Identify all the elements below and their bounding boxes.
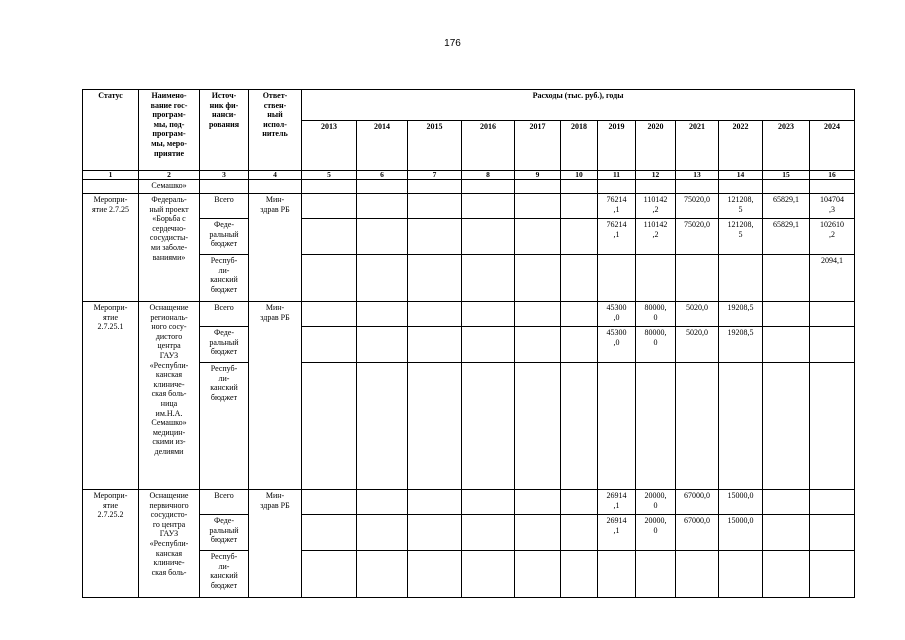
value-cell: 80000, 0 — [636, 327, 676, 363]
continuation-row — [83, 180, 855, 194]
column-number: 16 — [810, 171, 855, 180]
empty-cell — [249, 180, 302, 194]
value-cell — [676, 363, 719, 490]
value-cell — [561, 515, 598, 551]
value-cell — [302, 327, 357, 363]
value-cell — [763, 551, 810, 598]
table-body — [83, 180, 855, 598]
value-cell — [357, 515, 408, 551]
empty-cell — [763, 180, 810, 194]
header-year: 2019 — [598, 121, 636, 171]
value-cell — [515, 255, 561, 302]
empty-cell — [561, 180, 598, 194]
value-cell — [561, 327, 598, 363]
value-cell — [763, 490, 810, 515]
empty-cell — [676, 180, 719, 194]
value-cell — [408, 219, 462, 255]
executor-cell: Мин- здрав РБ — [249, 302, 302, 490]
value-cell — [515, 551, 561, 598]
value-cell — [763, 255, 810, 302]
value-cell — [302, 219, 357, 255]
header-year: 2022 — [719, 121, 763, 171]
value-cell — [462, 327, 515, 363]
column-number: 6 — [357, 171, 408, 180]
value-cell — [636, 363, 676, 490]
value-cell: 76214 ,1 — [598, 219, 636, 255]
header-year: 2014 — [357, 121, 408, 171]
value-cell: 19208,5 — [719, 327, 763, 363]
header-source: Источ- ник фи- нанси- рования — [200, 90, 249, 171]
value-cell: 65829,1 — [763, 194, 810, 219]
header-year: 2015 — [408, 121, 462, 171]
column-number: 4 — [249, 171, 302, 180]
value-cell: 75020,0 — [676, 219, 719, 255]
value-cell — [810, 327, 855, 363]
value-cell: 110142 ,2 — [636, 219, 676, 255]
header-year: 2013 — [302, 121, 357, 171]
value-cell: 26914 ,1 — [598, 515, 636, 551]
value-cell — [636, 255, 676, 302]
value-cell: 20000, 0 — [636, 490, 676, 515]
column-number: 3 — [200, 171, 249, 180]
column-number: 11 — [598, 171, 636, 180]
value-cell — [462, 255, 515, 302]
table-row — [83, 490, 855, 515]
value-cell: 26914 ,1 — [598, 490, 636, 515]
value-cell: 20000, 0 — [636, 515, 676, 551]
header-year: 2023 — [763, 121, 810, 171]
empty-cell — [408, 180, 462, 194]
value-cell: 65829,1 — [763, 219, 810, 255]
column-number: 9 — [515, 171, 561, 180]
value-cell — [462, 302, 515, 327]
value-cell — [676, 551, 719, 598]
column-number: 13 — [676, 171, 719, 180]
value-cell: 15000,0 — [719, 515, 763, 551]
value-cell: 102610 ,2 — [810, 219, 855, 255]
value-cell — [636, 551, 676, 598]
empty-cell — [810, 180, 855, 194]
value-cell — [302, 194, 357, 219]
empty-cell — [719, 180, 763, 194]
value-cell: 45300 ,0 — [598, 327, 636, 363]
value-cell: 75020,0 — [676, 194, 719, 219]
value-cell — [408, 490, 462, 515]
column-number-row — [83, 171, 855, 180]
value-cell: 2094,1 — [810, 255, 855, 302]
source-cell: Всего — [200, 302, 249, 327]
column-number: 8 — [462, 171, 515, 180]
value-cell — [408, 255, 462, 302]
value-cell: 19208,5 — [719, 302, 763, 327]
header-expenses: Расходы (тыс. руб.), годы — [302, 90, 855, 121]
header-year: 2016 — [462, 121, 515, 171]
status-cell: Меропри- ятие 2.7.25.2 — [83, 490, 139, 598]
value-cell — [515, 302, 561, 327]
value-cell — [462, 515, 515, 551]
executor-cell: Мин- здрав РБ — [249, 194, 302, 302]
value-cell — [302, 551, 357, 598]
value-cell — [408, 327, 462, 363]
value-cell: 110142 ,2 — [636, 194, 676, 219]
header-year: 2021 — [676, 121, 719, 171]
name-cell: Оснащение первичного сосудисто- го центра ГАУЗ «Республи- канская клиниче- ская боль- — [139, 490, 200, 598]
value-cell — [598, 363, 636, 490]
value-cell — [810, 515, 855, 551]
value-cell — [462, 551, 515, 598]
value-cell: 121208, 5 — [719, 194, 763, 219]
value-cell — [561, 363, 598, 490]
table-row — [83, 302, 855, 327]
value-cell — [302, 363, 357, 490]
value-cell — [408, 302, 462, 327]
value-cell — [302, 490, 357, 515]
value-cell — [462, 194, 515, 219]
empty-cell — [598, 180, 636, 194]
value-cell — [357, 302, 408, 327]
value-cell — [515, 363, 561, 490]
value-cell — [598, 255, 636, 302]
column-number: 5 — [302, 171, 357, 180]
source-cell: Феде- ральный бюджет — [200, 327, 249, 363]
value-cell — [515, 515, 561, 551]
value-cell — [810, 551, 855, 598]
header-year: 2024 — [810, 121, 855, 171]
value-cell: 15000,0 — [719, 490, 763, 515]
value-cell — [561, 551, 598, 598]
value-cell — [561, 490, 598, 515]
value-cell — [408, 551, 462, 598]
value-cell — [763, 363, 810, 490]
value-cell — [515, 327, 561, 363]
name-cell: Семашко» — [139, 180, 200, 194]
value-cell — [515, 490, 561, 515]
header-executor: Ответ- ствен- ный испол- нитель — [249, 90, 302, 171]
value-cell — [408, 363, 462, 490]
value-cell — [462, 219, 515, 255]
value-cell — [719, 255, 763, 302]
value-cell: 45300 ,0 — [598, 302, 636, 327]
page-number: 176 — [444, 38, 461, 49]
value-cell: 67000,0 — [676, 490, 719, 515]
column-number: 2 — [139, 171, 200, 180]
value-cell — [763, 515, 810, 551]
value-cell — [357, 551, 408, 598]
empty-cell — [357, 180, 408, 194]
empty-cell — [636, 180, 676, 194]
header-name: Наимено- вание гос- програм- мы, под- програм- мы, меро- приятие — [139, 90, 200, 171]
source-cell: Всего — [200, 194, 249, 219]
source-cell: Феде- ральный бюджет — [200, 219, 249, 255]
value-cell — [357, 194, 408, 219]
column-number: 12 — [636, 171, 676, 180]
column-number: 10 — [561, 171, 598, 180]
status-cell: Меропри- ятие 2.7.25 — [83, 194, 139, 302]
status-cell — [83, 180, 139, 194]
value-cell: 121208, 5 — [719, 219, 763, 255]
value-cell: 80000, 0 — [636, 302, 676, 327]
value-cell — [719, 551, 763, 598]
column-number: 7 — [408, 171, 462, 180]
source-cell: Всего — [200, 490, 249, 515]
table-header — [83, 90, 855, 180]
value-cell — [561, 255, 598, 302]
source-cell: Респуб- ли- канский бюджет — [200, 363, 249, 490]
value-cell — [302, 515, 357, 551]
header-status: Статус — [83, 90, 139, 171]
value-cell — [810, 363, 855, 490]
empty-cell — [200, 180, 249, 194]
name-cell: Федераль- ный проект «Борьба с сердечно- сосудисты- ми заболе- ваниями» — [139, 194, 200, 302]
status-cell: Меропри- ятие 2.7.25.1 — [83, 302, 139, 490]
source-cell: Респуб- ли- канский бюджет — [200, 551, 249, 598]
header-year: 2017 — [515, 121, 561, 171]
value-cell — [763, 302, 810, 327]
value-cell — [462, 363, 515, 490]
value-cell — [302, 255, 357, 302]
value-cell — [763, 327, 810, 363]
value-cell — [676, 255, 719, 302]
value-cell — [810, 302, 855, 327]
empty-cell — [515, 180, 561, 194]
value-cell — [357, 327, 408, 363]
name-cell: Оснащение региональ- ного сосу- дистого центра ГАУЗ «Республи- канская клиниче- ская боль- ница им.Н.А. Семашко» медицин- скими из- делиями — [139, 302, 200, 490]
value-cell — [515, 194, 561, 219]
value-cell: 67000,0 — [676, 515, 719, 551]
empty-cell — [462, 180, 515, 194]
value-cell — [302, 302, 357, 327]
value-cell: 76214 ,1 — [598, 194, 636, 219]
value-cell — [561, 194, 598, 219]
expenses-table — [82, 89, 855, 598]
value-cell — [515, 219, 561, 255]
value-cell — [408, 515, 462, 551]
value-cell — [810, 490, 855, 515]
column-number: 14 — [719, 171, 763, 180]
empty-cell — [302, 180, 357, 194]
header-year: 2018 — [561, 121, 598, 171]
value-cell: 5020,0 — [676, 327, 719, 363]
header-year: 2020 — [636, 121, 676, 171]
value-cell — [598, 551, 636, 598]
value-cell — [357, 490, 408, 515]
value-cell — [357, 255, 408, 302]
value-cell: 5020,0 — [676, 302, 719, 327]
column-number: 1 — [83, 171, 139, 180]
value-cell — [719, 363, 763, 490]
source-cell: Респуб- ли- канский бюджет — [200, 255, 249, 302]
value-cell — [462, 490, 515, 515]
source-cell: Феде- ральный бюджет — [200, 515, 249, 551]
column-number: 15 — [763, 171, 810, 180]
executor-cell: Мин- здрав РБ — [249, 490, 302, 598]
value-cell — [408, 194, 462, 219]
table-row — [83, 194, 855, 219]
value-cell — [357, 363, 408, 490]
value-cell — [357, 219, 408, 255]
value-cell — [561, 219, 598, 255]
value-cell: 104704 ,3 — [810, 194, 855, 219]
value-cell — [561, 302, 598, 327]
